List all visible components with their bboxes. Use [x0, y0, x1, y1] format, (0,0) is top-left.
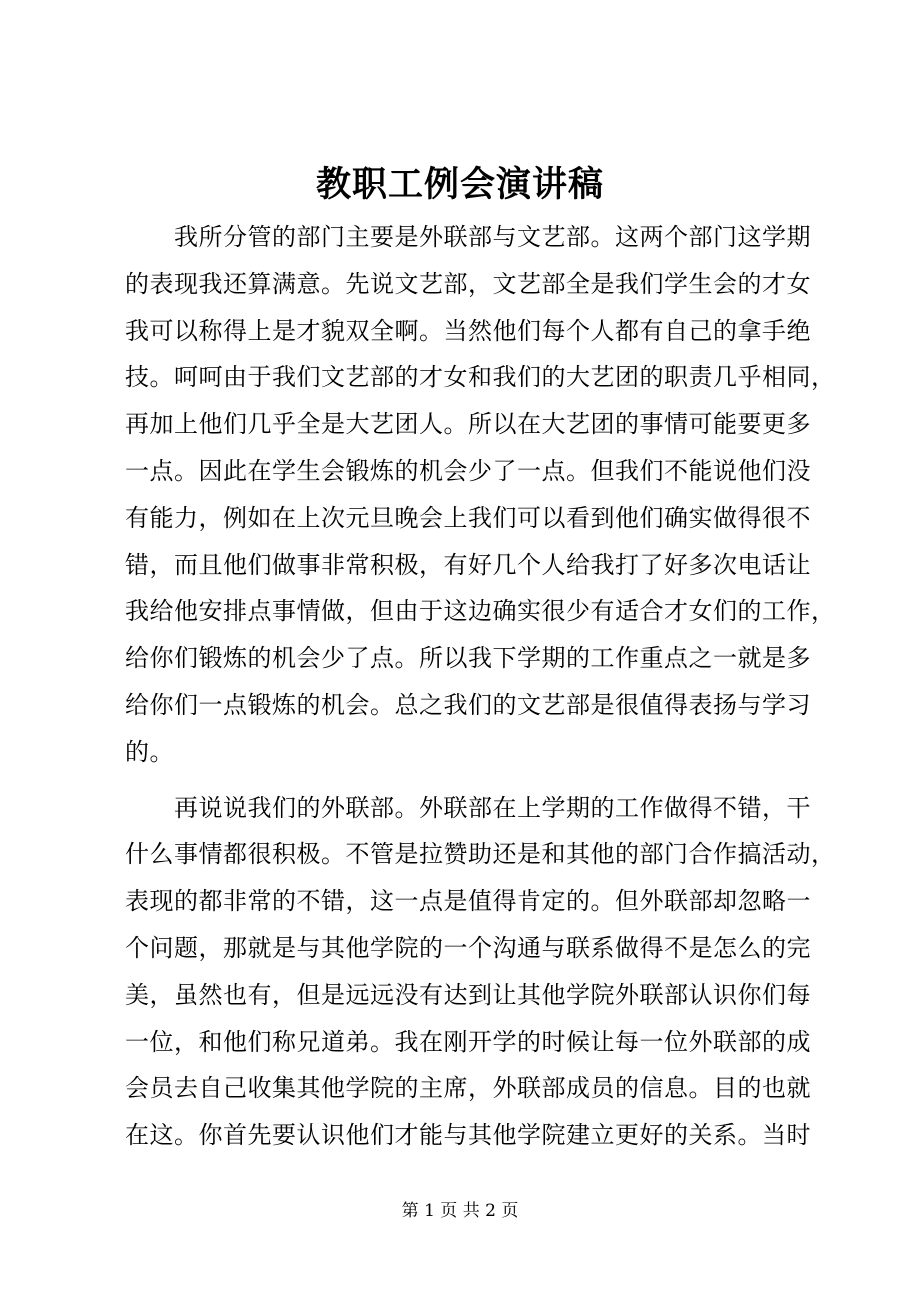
paragraph-1-line: 的表现我还算满意。先说文艺部，文艺部全是我们学生会的才女 [125, 269, 811, 298]
paragraph-1-line: 一点。因此在学生会锻炼的机会少了一点。但我们不能说他们没 [125, 456, 811, 485]
paragraph-2-line: 表现的都非常的不错，这一点是值得肯定的。但外联部却忽略一 [125, 887, 811, 916]
paragraph-1-line: 再加上他们几乎全是大艺团人。所以在大艺团的事情可能要更多 [125, 410, 811, 439]
paragraph-2-line: 美，虽然也有，但是远远没有达到让其他学院外联部认识你们每 [125, 980, 811, 1009]
paragraph-gap [125, 776, 807, 785]
paragraph-1-line: 给你们一点锻炼的机会。总之我们的文艺部是很值得表扬与学习 [125, 690, 811, 719]
paragraph-1-line: 的。 [125, 737, 174, 766]
paragraph-2-line: 会员去自己收集其他学院的主席，外联部成员的信息。目的也就 [125, 1074, 811, 1103]
paragraph-2-line: 个问题，那就是与其他学院的一个沟通与联系做得不是怎么的完 [125, 933, 811, 962]
paragraph-2-line: 什么事情都很积极。不管是拉赞助还是和其他的部门合作搞活动， [125, 840, 836, 869]
paragraph-1-line: 有能力，例如在上次元旦晚会上我们可以看到他们确实做得很不 [125, 503, 811, 532]
document-title: 教职工例会演讲稿 [315, 164, 604, 205]
paragraph-1-line: 我给他安排点事情做，但由于这边确实很少有适合才女们的工作， [125, 597, 836, 626]
paragraph-1-line: 我可以称得上是才貌双全啊。当然他们每个人都有自己的拿手绝 [125, 316, 811, 345]
paragraph-1-line: 我所分管的部门主要是外联部与文艺部。这两个部门这学期 [174, 223, 811, 251]
document-body [125, 214, 836, 1159]
paragraph-2-line: 一位，和他们称兄道弟。我在刚开学的时候让每一位外联部的成 [125, 1027, 811, 1056]
paragraph-2-line: 在这。你首先要认识他们才能与其他学院建立更好的关系。当时 [125, 1121, 811, 1150]
paragraph-1-line: 错，而且他们做事非常积极，有好几个人给我打了好多次电话让 [125, 550, 811, 579]
page-number-footer: 第 1 页 共 2 页 [401, 1201, 519, 1221]
paragraph-2-line: 再说说我们的外联部。外联部在上学期的工作做得不错，干 [174, 793, 811, 822]
paragraph-1-line: 技。呵呵由于我们文艺部的才女和我们的大艺团的职责几乎相同， [125, 363, 836, 392]
paragraph-1-line: 给你们锻炼的机会少了点。所以我下学期的工作重点之一就是多 [125, 644, 811, 673]
